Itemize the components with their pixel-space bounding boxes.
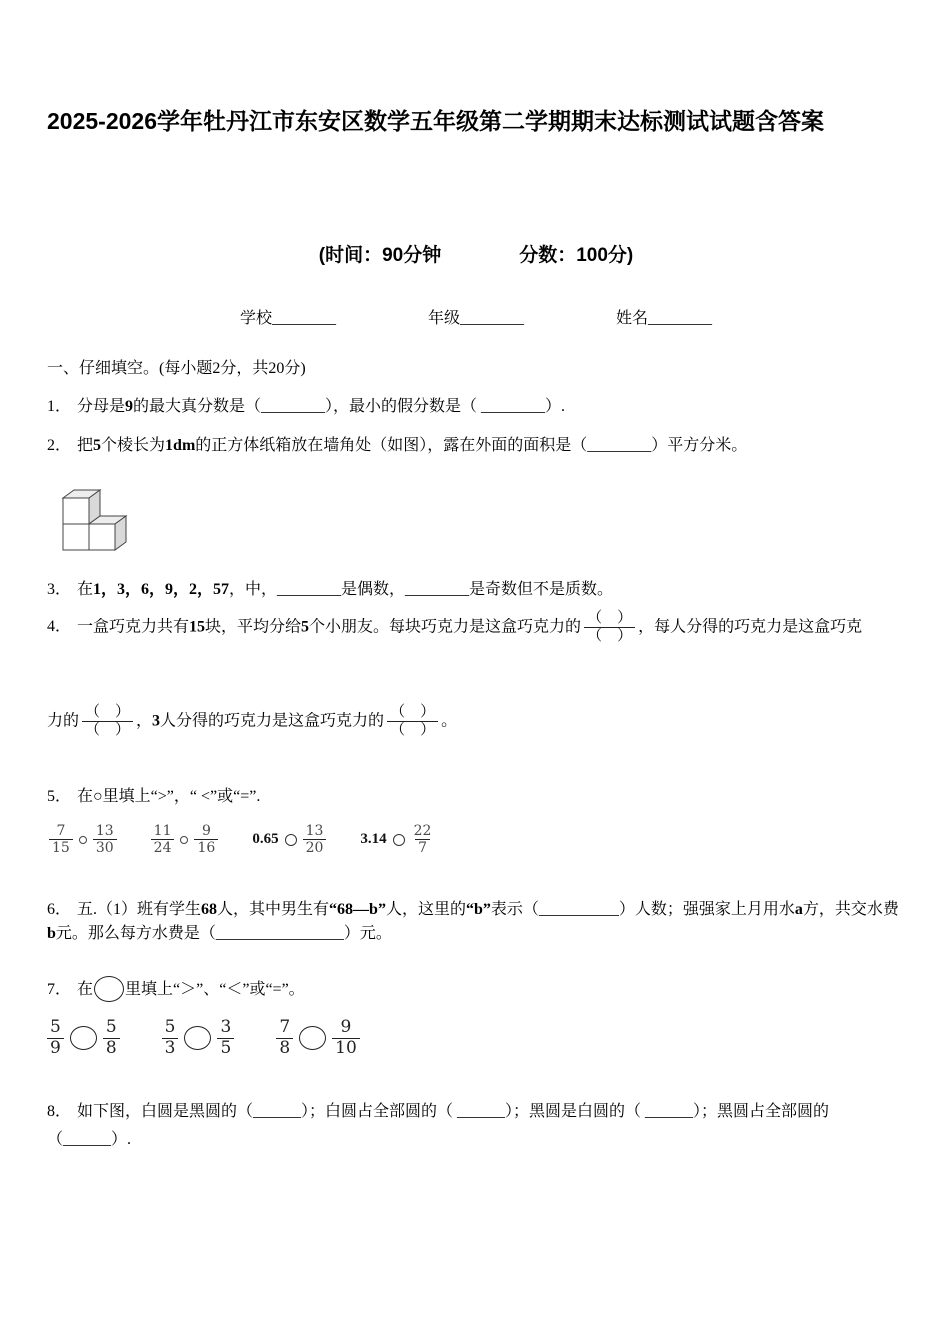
compare-circle-icon	[299, 1026, 326, 1050]
fraction-blank-denominator: （ ）	[387, 721, 438, 739]
fraction-blank-numerator: （ ）	[390, 703, 436, 720]
question-4-text-b: ，每人分得的巧克力是这盒巧克	[638, 618, 863, 636]
fraction	[217, 1018, 234, 1058]
fraction-blank	[387, 704, 438, 740]
question-2-number: 2．	[47, 437, 72, 454]
section-1-heading: 一、仔细填空。(每小题2分，共20分)	[47, 360, 306, 377]
numerator: 5	[50, 1017, 61, 1038]
denominator: 15	[49, 839, 73, 856]
compare-circle-icon	[184, 1026, 211, 1050]
denominator: 24	[151, 839, 175, 856]
compare-circle-icon	[393, 834, 405, 846]
decimal-value: 3.14	[360, 831, 387, 848]
school-blank: 学校________	[239, 310, 336, 327]
denominator: 7	[415, 839, 430, 856]
question-5-number: 5．	[47, 788, 72, 805]
fraction	[303, 823, 327, 856]
compare-circle-icon	[94, 976, 124, 1002]
fraction	[162, 1018, 179, 1058]
question-8	[47, 1098, 905, 1154]
numerator: 22	[413, 823, 432, 839]
name-blank: 姓名________	[616, 310, 713, 327]
grade-blank: 年级________	[427, 310, 524, 327]
question-3-text: 在1，3，6，9，2，57，中，________是偶数，________是奇数但不是质数。	[77, 581, 614, 598]
denominator: 10	[332, 1038, 360, 1059]
question-7-text-a: 在	[77, 981, 94, 999]
numerator: 13	[305, 823, 324, 839]
numerator: 7	[56, 823, 66, 839]
fraction-blank	[584, 610, 635, 646]
denominator: 3	[162, 1038, 179, 1059]
question-2	[47, 434, 905, 458]
question-6	[47, 898, 905, 946]
comparison-pair-2	[162, 1018, 235, 1058]
question-1-number: 1．	[47, 398, 72, 415]
question-4-text-e: 。	[441, 711, 458, 729]
comparison-pair-3	[252, 823, 326, 856]
numerator: 5	[105, 1017, 117, 1038]
numerator: 9	[340, 1017, 352, 1038]
numerator: 11	[153, 823, 172, 839]
fraction-blank-numerator: （ ）	[587, 610, 633, 626]
denominator: 20	[303, 839, 327, 856]
comparison-pair-1	[49, 823, 117, 856]
fraction-blank	[82, 704, 133, 740]
denominator: 30	[93, 839, 117, 856]
question-7	[47, 976, 905, 1002]
fraction	[103, 1018, 120, 1058]
question-6-text: 五.（1）班有学生68人，其中男生有“68—b”人，这里的“b”表示（__________）人数；强强家上月用水a方，共交水费b元。那么每方水费是（________________）元。	[47, 901, 899, 943]
compare-circle-icon	[180, 836, 188, 844]
comparison-pair-1	[47, 1018, 120, 1058]
denominator: 5	[217, 1038, 234, 1059]
denominator: 8	[103, 1038, 120, 1059]
question-7-number: 7．	[47, 981, 72, 999]
question-5	[47, 785, 905, 809]
question-1-text: 分母是9的最大真分数是（________），最小的假分数是（ ________）.	[77, 398, 566, 415]
question-4-continued	[47, 704, 905, 740]
comparison-pair-4	[360, 823, 434, 856]
fraction	[47, 1018, 64, 1058]
question-4-text-a: 一盒巧克力共有15块，平均分给5个小朋友。每块巧克力是这盒巧克力的	[77, 618, 582, 636]
fraction	[332, 1018, 360, 1058]
numerator: 13	[95, 823, 114, 839]
time-score-line	[47, 240, 905, 267]
question-8-number: 8．	[47, 1103, 72, 1121]
student-info-line	[47, 305, 905, 328]
question-6-number: 6．	[47, 901, 72, 919]
numerator: 5	[164, 1017, 176, 1038]
compare-circle-icon	[79, 836, 87, 844]
question-3	[47, 578, 905, 602]
question-4-number: 4．	[47, 618, 72, 636]
fraction	[194, 823, 218, 856]
comparison-pair-3	[276, 1018, 359, 1058]
fraction	[411, 823, 435, 856]
denominator: 9	[47, 1038, 64, 1059]
numerator: 3	[220, 1017, 232, 1038]
time-limit: (时间：90分钟	[318, 245, 442, 266]
fraction	[49, 823, 73, 856]
question-7-text-b: 里填上“＞”、“＜”或“=”。	[125, 981, 305, 999]
cubes-figure	[49, 466, 131, 556]
question-3-number: 3．	[47, 581, 72, 598]
question-4-text-c: 力的	[47, 711, 80, 729]
question-4-text-d: ，3人分得的巧克力是这盒巧克力的	[136, 711, 385, 729]
denominator: 8	[276, 1038, 293, 1059]
compare-circle-icon	[70, 1026, 97, 1050]
decimal-value: 0.65	[252, 831, 279, 848]
fraction	[276, 1018, 293, 1058]
question-4	[47, 610, 905, 646]
question-2-text: 把5个棱长为1dm的正方体纸箱放在墙角处（如图），露在外面的面积是（________）平方分米。	[77, 437, 748, 454]
fraction	[93, 823, 117, 856]
question-5-text: 在○里填上“>”，“ <”或“=”.	[77, 788, 261, 805]
numerator: 9	[201, 823, 211, 839]
total-score: 分数：100分)	[519, 245, 634, 266]
fraction-blank-denominator: （ ）	[82, 721, 133, 739]
question-5-comparisons	[49, 823, 905, 856]
denominator: 16	[194, 839, 218, 856]
comparison-pair-2	[151, 823, 219, 856]
question-7-comparisons	[47, 1018, 905, 1058]
fraction	[151, 823, 175, 856]
compare-circle-icon	[285, 834, 297, 846]
question-1	[47, 395, 905, 419]
numerator: 7	[279, 1017, 291, 1038]
fraction-blank-numerator: （ ）	[85, 703, 131, 720]
question-8-text: 如下图，白圆是黑圆的（______）；白圆占全部圆的（ ______）；黑圆是白圆的（ ______）；黑圆占全部圆的（______）.	[47, 1103, 830, 1149]
fraction-blank-denominator: （ ）	[584, 627, 635, 645]
page-title: 2025-2026学年牡丹江市东安区数学五年级第二学期期末达标测试试题含答案	[47, 108, 824, 134]
